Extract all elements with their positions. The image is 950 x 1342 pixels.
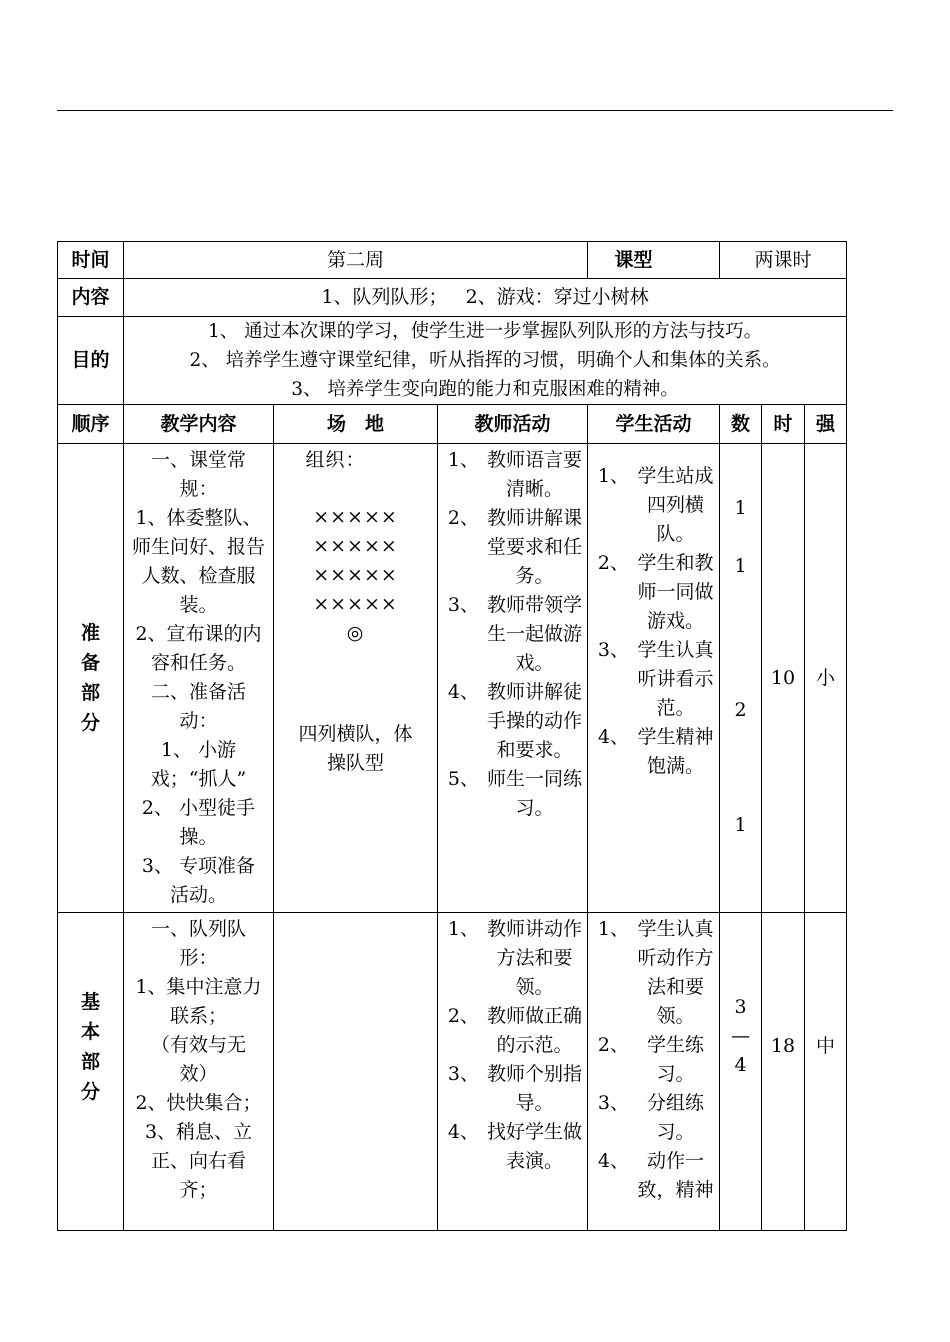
column-header-row [58,405,847,444]
col-venue: 场 地 [274,405,438,444]
prep-row [58,444,847,913]
type-label: 课型 [588,242,720,279]
lesson-plan-table [57,241,847,1231]
formation-row: ××××× [313,535,398,557]
venue-note: 四列横队，体操队型 [298,723,413,774]
col-time: 时 [762,405,805,444]
goal-item: 1、 通过本次课的学习，使学生进一步掌握队列队形的方法与技巧。 [207,321,763,342]
header-rule [57,110,893,111]
goal-list [124,317,847,405]
goal-row [58,317,847,405]
prep-venue: 组织： ××××× ××××× ××××× ××××× ◎ 四列横队，体操队型 [274,444,438,913]
content-label: 内容 [58,279,124,317]
goal-item: 3、 培养学生变向跑的能力和克服困难的精神。 [291,379,679,400]
basic-venue [274,913,438,1231]
goal-item: 2、 培养学生遵守课堂纪律，听从指挥的习惯，明确个人和集体的关系。 [189,350,781,371]
content-row [58,279,847,317]
col-student: 学生活动 [588,405,720,444]
prep-student: 1、 学生站成四列横队。 2、 学生和教师一同做游戏。 3、 学生认真听讲看示范。 4、 学生精神饱满。 [588,444,720,913]
prep-section-label: 准 备 部 分 [58,444,124,913]
prep-content: 一、课堂常规： 1、体委整队、师生问好、报告人数、检查服装。 2、宣布课的内容和任务。 二、准备活动： 1、 小游戏；“抓人” 2、 小型徒手操。 3、 专项准备活动。 [124,444,274,913]
col-content: 教学内容 [124,405,274,444]
col-intensity: 强 [805,405,847,444]
goal-label: 目的 [58,317,124,405]
type-value: 两课时 [720,242,847,279]
col-order: 顺序 [58,405,124,444]
teacher-mark: ◎ [346,622,365,644]
time-value: 第二周 [124,242,588,279]
basic-content: 一、队列队形： 1、集中注意力联系； （有效与无效） 2、快快集合； 3、稍息、立正、向右看齐； [124,913,274,1231]
formation-row: ××××× [313,506,398,528]
content-value: 1、队列队形； 2、游戏：穿过小树林 [124,279,847,317]
prep-intensity: 小 [805,444,847,913]
col-teacher: 教师活动 [438,405,588,444]
time-row [58,242,847,279]
prep-counts: 1 1 2 1 [720,444,762,913]
prep-time: 10 [762,444,805,913]
basic-section-label: 基 本 部 分 [58,913,124,1231]
basic-teacher: 1、 教师讲动作方法和要领。 2、 教师做正确的示范。 3、 教师个别指导。 4、 找好学生做表演。 [438,913,588,1231]
basic-student: 1、 学生认真听动作方法和要领。 2、 学生练习。 3、 分组练习。 4、 动作一致，精神 [588,913,720,1231]
col-count: 数 [720,405,762,444]
formation-row: ××××× [313,564,398,586]
basic-counts: 3 — 4 [720,913,762,1231]
prep-teacher: 1、 教师语言要清晰。 2、 教师讲解课堂要求和任务。 3、 教师带领学生一起做游戏。 4、 教师讲解徒手操的动作和要求。 5、 师生一同练习。 [438,444,588,913]
basic-intensity: 中 [805,913,847,1231]
time-label: 时间 [58,242,124,279]
formation-row: ××××× [313,593,398,615]
basic-row [58,913,847,1231]
basic-time: 18 [762,913,805,1231]
